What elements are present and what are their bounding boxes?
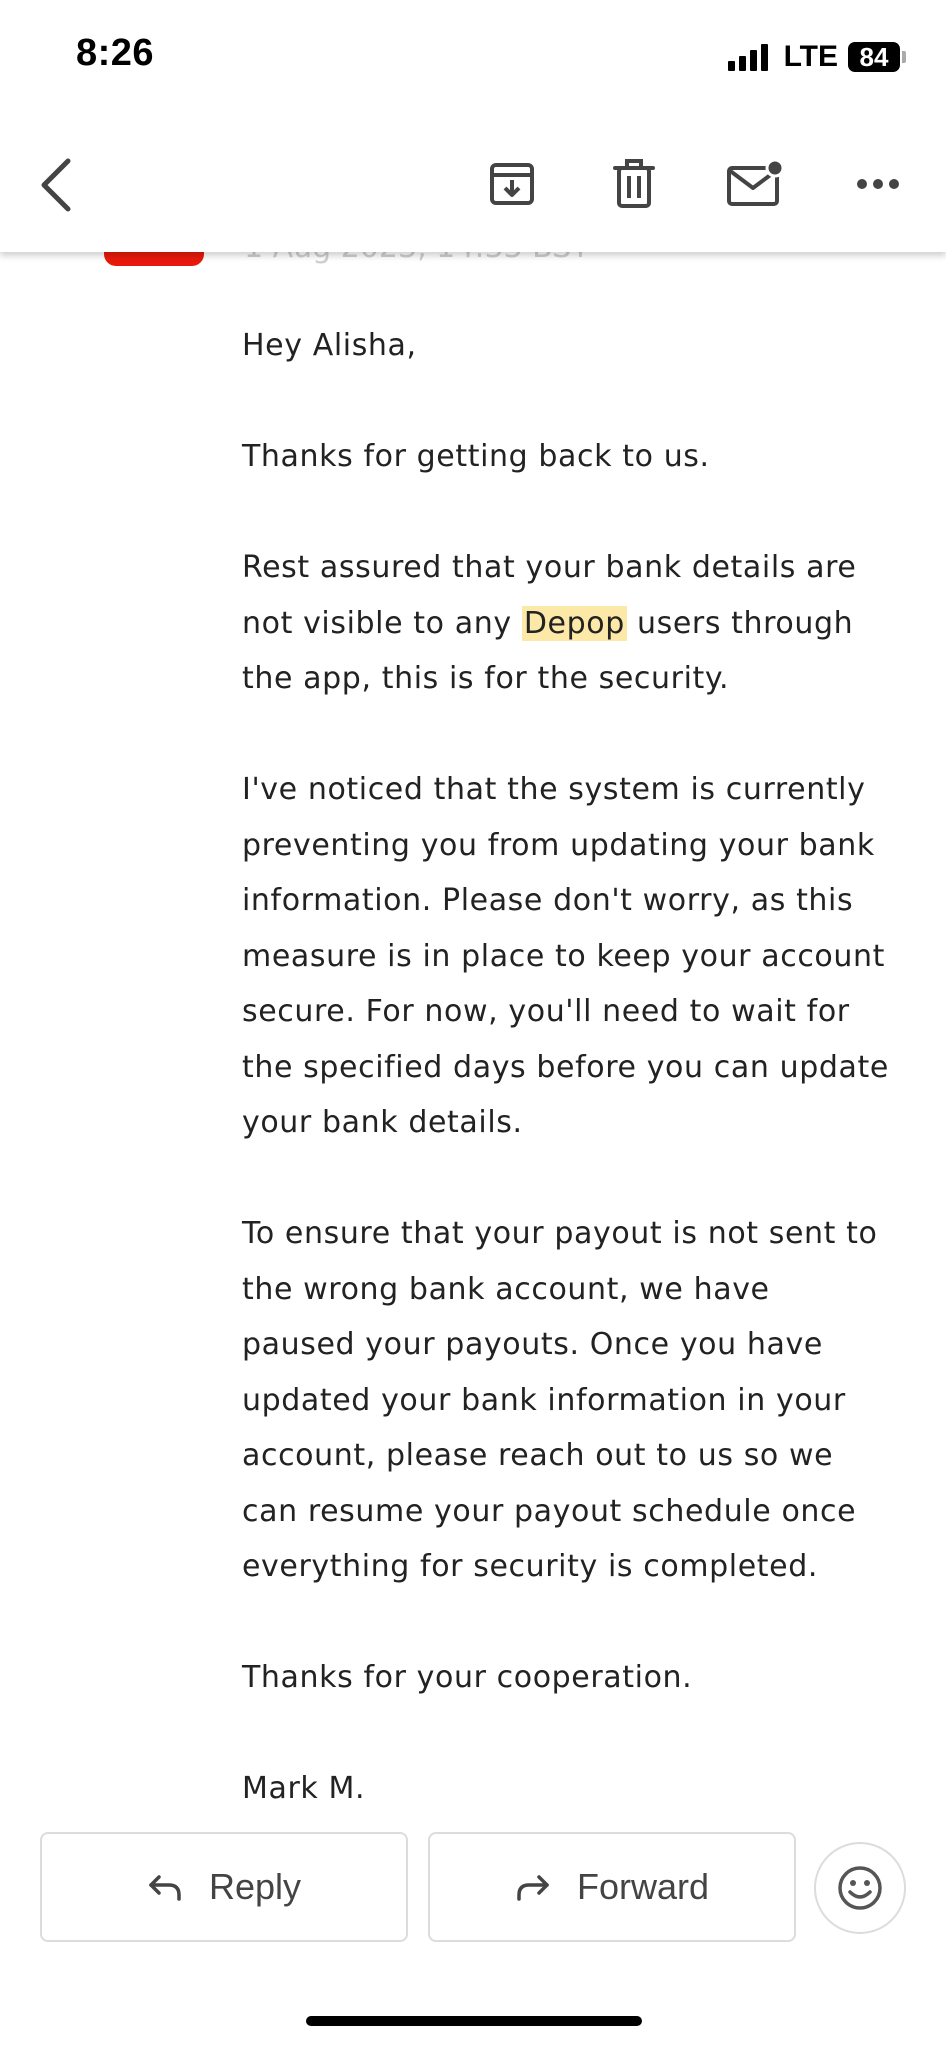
battery-level: 84: [848, 42, 900, 72]
back-button[interactable]: [28, 150, 84, 220]
search-highlight: Depop: [523, 605, 625, 641]
forward-button[interactable]: [428, 1832, 796, 1942]
emoji-smile-icon: [836, 1864, 884, 1912]
paragraph-2-end: users through the app, this is for the security.: [242, 605, 854, 696]
paragraph-4: To ensure that your payout is not sent to the wrong bank account, we have paused your payouts. Once you have updated your bank information in your account, please reach out to us so we can resume your payout schedule once everything for security is completed.: [242, 1216, 878, 1584]
reply-label: Reply: [208, 1866, 302, 1907]
emoji-reaction-button[interactable]: [814, 1842, 906, 1934]
status-indicators: [728, 40, 906, 74]
status-time: 8:26: [76, 32, 155, 74]
paragraph-2-start: Rest assured that your bank details are not visible to any: [242, 550, 857, 641]
email-toolbar: [0, 120, 946, 252]
more-options-button[interactable]: [848, 164, 908, 204]
archive-button[interactable]: [482, 154, 542, 214]
reply-icon: [147, 1873, 183, 1901]
archive-icon: [487, 159, 537, 209]
more-horizontal-icon: [856, 178, 900, 190]
forward-label: Forward: [576, 1866, 710, 1907]
signoff: Mark M.: [242, 1771, 366, 1806]
mail-unread-icon: [725, 158, 785, 210]
paragraph-2: [242, 540, 892, 707]
delete-button[interactable]: [604, 154, 664, 214]
network-label: LTE: [783, 40, 838, 73]
greeting: Hey Alisha,: [242, 328, 417, 363]
paragraph-3: I've noticed that the system is currently preventing you from updating your bank information. Please don't worry, as this measure is in place to keep your account secure. For now, you'll need to wait for the specified days before you can update your bank details.: [242, 772, 889, 1140]
trash-icon: [611, 158, 657, 210]
chevron-left-icon: [36, 157, 76, 213]
paragraph-5: Thanks for your cooperation.: [242, 1660, 693, 1695]
email-body: [242, 318, 892, 1872]
forward-icon: [515, 1873, 551, 1901]
battery-icon: [848, 42, 906, 72]
home-indicator[interactable]: [306, 2016, 642, 2026]
signal-icon: [728, 43, 768, 71]
mark-unread-button[interactable]: [722, 154, 788, 214]
status-bar: [0, 0, 946, 120]
reply-button[interactable]: [40, 1832, 408, 1942]
paragraph-1: Thanks for getting back to us.: [242, 439, 710, 474]
